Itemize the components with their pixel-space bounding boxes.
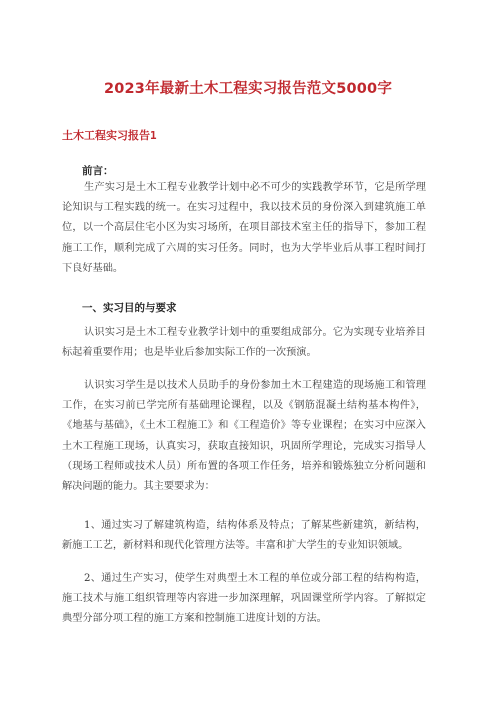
paragraph-purpose-2: 认识实习学生是以技术人员助手的身份参加土木工程建造的现场施工和管理工作，在实习前已学完所有基础理论课程，以及《钢筋混凝土结构基本构件》，《地基与基础》，《土木工程施工》和《工程造价》等专业课程；在实习中应深入土木工程施工现场，认真实习，获取直接知识，巩固所学理论，完成实习指导人（现场工程师或技术人员）所布置的各项工作任务，培养和锻炼独立分析问题和解决问题的能力。其主要要求为：: [62, 380, 426, 493]
section-heading: 土木工程实习报告1: [62, 129, 157, 142]
document-title: 2023年最新土木工程实习报告范文5000字: [103, 81, 393, 97]
preface-label: 前言：: [82, 165, 114, 177]
paragraph-purpose-1: 认识实习是土木工程专业教学计划中的重要组成部分。它为实现专业培养目标起着重要作用；也是毕业后参加实际工作的一次预演。: [62, 327, 426, 359]
paragraph-requirement-2: 2、通过生产实习，使学生对典型土木工程的单位或分部工程的结构构造，施工技术与施工组织管理等内容进一步加深理解，巩固课堂所学内容。了解拟定典型分部分项工程的施工方案和控制施工进度计划的方法。: [62, 573, 426, 625]
paragraph-intro: 生产实习是土木工程专业教学计划中必不可少的实践教学环节，它是所学理论知识与工程实践的统一。在实习过程中，我以技术员的身份深入到建筑施工单位，以一个高层住宅小区为实习场所，在项目部技术室主任的指导下，参加工程施工工作，顺利完成了六周的实习任务。同时，也为大学毕业后从事工程时间打下良好基础。: [62, 182, 426, 274]
heading-purpose: 一、实习目的与要求: [82, 302, 177, 314]
paragraph-requirement-1: 1、通过实习了解建筑构造，结构体系及特点；了解某些新建筑，新结构，新施工工艺，新材料和现代化管理方法等。丰富和扩大学生的专业知识领域。: [62, 520, 426, 552]
